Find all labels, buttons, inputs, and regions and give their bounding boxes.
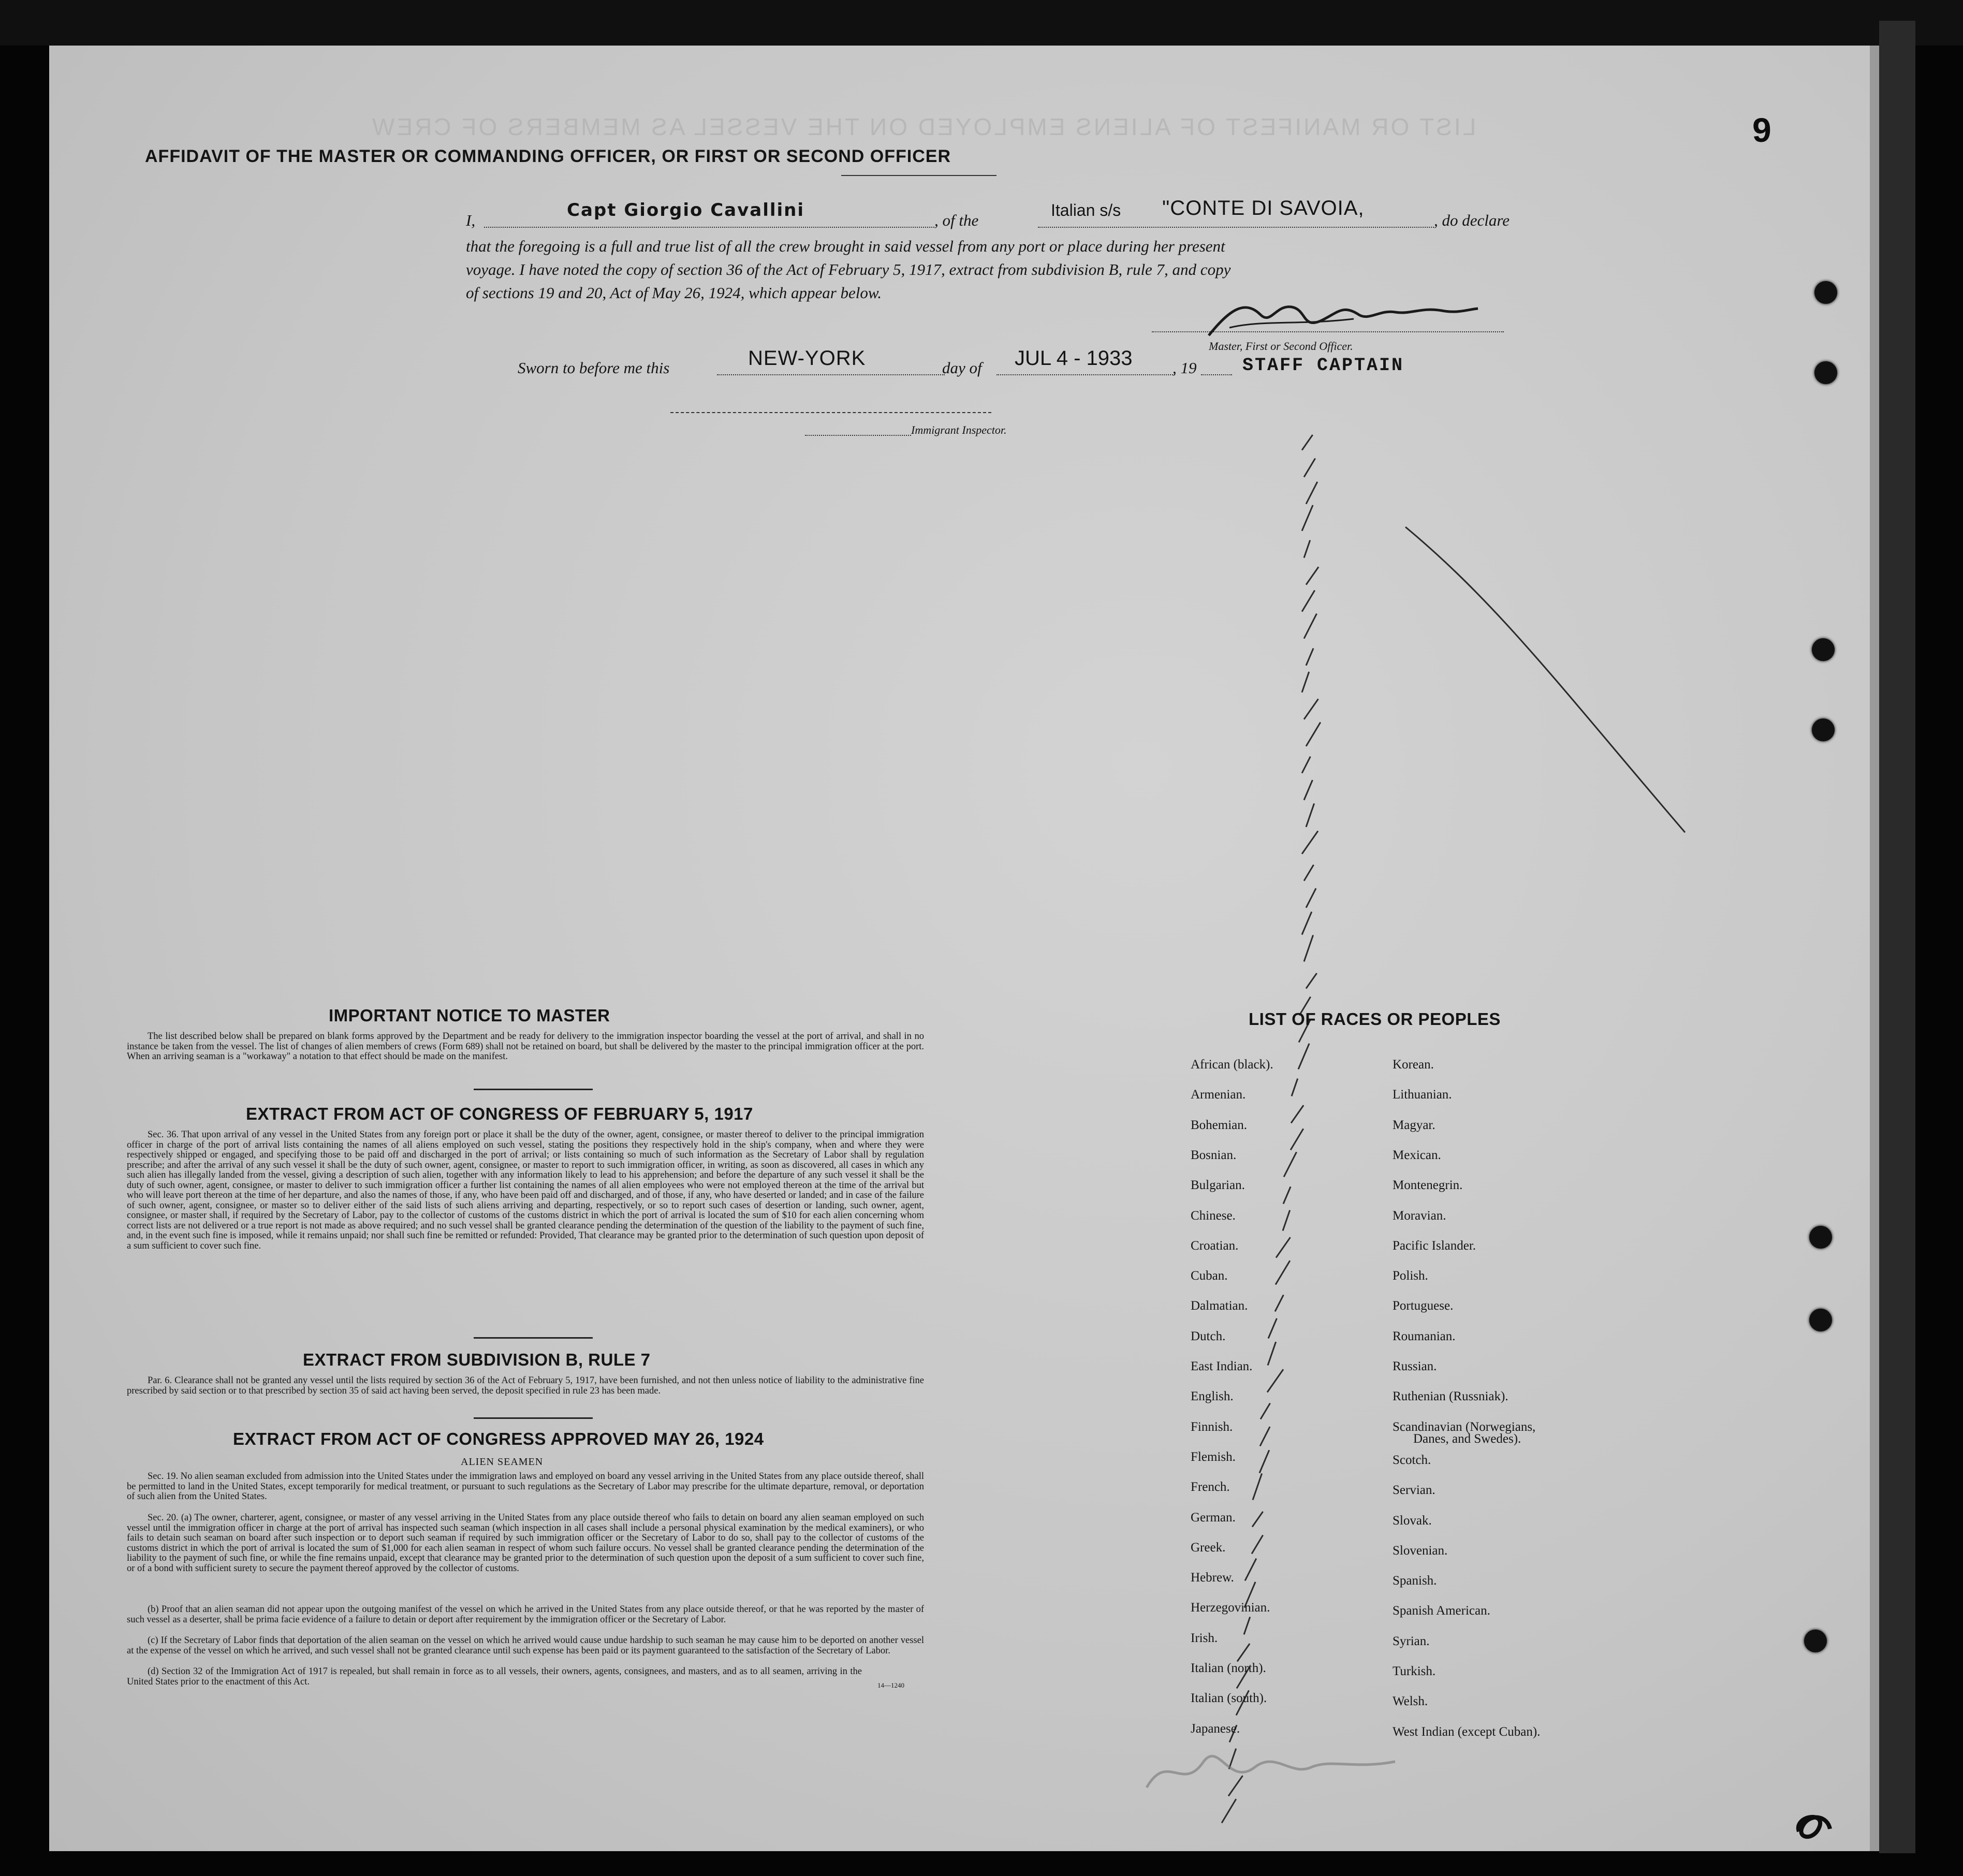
tick-mark (1298, 1043, 1310, 1069)
race-left-item: Croatian. (1191, 1238, 1239, 1253)
race-scandinavian-continued: Danes, and Swedes). (1413, 1432, 1521, 1446)
race-right-item: Slovenian. (1393, 1543, 1448, 1558)
race-left-item: Chinese. (1191, 1208, 1236, 1223)
extract-1924-subtitle: ALIEN SEAMEN (461, 1456, 544, 1468)
race-left-item: Irish. (1191, 1631, 1218, 1645)
extract-1924-sec20d: (d) Section 32 of the Immigration Act of 1917 is repealed, but shall remain in force as to all vessels, their owners, agents, consignees, and masters, and as to all seamen, arriving in the United States prior to the enactment of this Act. (127, 1666, 862, 1687)
scan-border-top (0, 0, 1963, 46)
extract-1924-sec20a: Sec. 20. (a) The owner, charterer, agent, consignee, or master of any vessel arriving in the United States from any place outside thereof who fails to detain on board any alien seaman employed on such vessel until the immigration officer in charge at the port of arrival has inspected such seaman (which inspection in all cases shall include a personal physical examination by the medical examiners), or who fails to detain such seaman on board after such inspection or to deport such seaman if required by such immigration officer or the Secretary of Labor to do so, shall pay to the collector of customs of the customs district in which the port of arrival is located the sum of $1,000 for each alien seaman in respect of whom such failure occurs. No vessel shall be granted clearance pending the determination of the liability to the payment of such fine, or while the fine remains unpaid, except that clearance may be granted prior to the determination of such question upon the deposit of a sum sufficient to cover such fine, or of a bond with sufficient surety to secure the payment thereof approved by the collector of customs. (127, 1513, 924, 1574)
tick-mark (1303, 780, 1313, 800)
inspector-caption: Immigrant Inspector. (911, 423, 1007, 436)
tick-mark (1260, 1403, 1271, 1419)
section-rule (474, 1089, 593, 1090)
tick-mark (1243, 1617, 1251, 1635)
race-right-item: Spanish American. (1393, 1604, 1490, 1618)
punch-hole (1804, 1630, 1827, 1652)
form-number: 14—1240 (877, 1681, 904, 1689)
race-left-item: Flemish. (1191, 1449, 1236, 1464)
tick-mark (1290, 1128, 1304, 1151)
race-left-item: Japanese. (1191, 1721, 1240, 1736)
inspector-signature-line (670, 412, 991, 413)
race-right-item: Syrian. (1393, 1634, 1430, 1648)
race-left-item: Cuban. (1191, 1269, 1228, 1283)
race-right-item: West Indian (except Cuban). (1393, 1724, 1541, 1739)
extract-rule7-title: EXTRACT FROM SUBDIVISION B, RULE 7 (303, 1350, 651, 1369)
race-right-item: Korean. (1393, 1058, 1434, 1072)
tick-mark (1275, 1260, 1291, 1285)
affidavit-of-the: , of the (934, 211, 979, 229)
inspector-caption-line (805, 435, 911, 436)
race-left-item: Hebrew. (1191, 1571, 1234, 1585)
tick-mark (1301, 756, 1311, 773)
tick-mark (1301, 505, 1314, 531)
year-prefix: , 19 (1173, 359, 1197, 377)
race-right-item: Welsh. (1393, 1694, 1428, 1709)
extract-1924-title: EXTRACT FROM ACT OF CONGRESS APPROVED MAY 26, 1924 (233, 1429, 764, 1448)
tick-mark (1301, 590, 1315, 612)
race-left-item: Italian (south). (1191, 1691, 1267, 1706)
race-left-item: Finnish. (1191, 1419, 1233, 1434)
race-right-item: Roumanian. (1393, 1329, 1456, 1343)
punch-hole (1809, 1226, 1832, 1249)
rank-stamp: STAFF CAPTAIN (1242, 355, 1404, 376)
affidavit-i-label: I, (466, 211, 476, 229)
tick-mark (1275, 1295, 1284, 1312)
tick-mark (1291, 1078, 1299, 1096)
tick-mark (1282, 1210, 1291, 1231)
notice-title: IMPORTANT NOTICE TO MASTER (329, 1006, 610, 1025)
title-rule (841, 175, 997, 176)
race-right-item: Ruthenian (Russniak). (1393, 1389, 1508, 1404)
race-left-item: African (black). (1191, 1058, 1273, 1072)
tick-mark (1306, 722, 1321, 746)
race-right-item: Magyar. (1393, 1118, 1435, 1132)
manifest-page (49, 46, 1879, 1851)
name-fill-line (484, 227, 934, 228)
race-left-item: Bulgarian. (1191, 1178, 1245, 1193)
race-right-item: Lithuanian. (1393, 1088, 1452, 1102)
affidavit-body-line-2: voyage. I have noted the copy of section 36 of the Act of February 5, 1917, extract from subdivision B, rule 7, and copy (466, 260, 1231, 279)
officer-name: Capt Giorgio Cavallini (567, 200, 805, 221)
tick-mark (1306, 648, 1314, 666)
extract-1917-title: EXTRACT FROM ACT OF CONGRESS OF FEBRUARY 5, 1917 (246, 1104, 753, 1123)
race-right-item: Slovak. (1393, 1513, 1432, 1528)
affidavit-body-line-1: that the foregoing is a full and true list of all the crew brought in said vessel from any port or place during her present (466, 237, 1225, 255)
races-title: LIST OF RACES OR PEOPLES (1249, 1009, 1501, 1029)
punch-hole (1814, 361, 1837, 384)
race-right-item: Mexican. (1393, 1148, 1441, 1162)
tick-mark (1303, 698, 1319, 720)
race-left-item: Herzegovinian. (1191, 1601, 1270, 1615)
diagonal-pen-stroke (1395, 522, 1706, 843)
race-right-item: Servian. (1393, 1483, 1435, 1498)
race-right-item: Spanish. (1393, 1574, 1437, 1588)
signature-caption: Master, First or Second Officer. (1209, 340, 1353, 353)
vessel-name: "CONTE DI SAVOIA, (1162, 197, 1365, 219)
tick-mark (1259, 1450, 1270, 1473)
bleed-through-text: LIST OR MANIFEST OF ALIENS EMPLOYED ON THE VESSEL AS MEMBERS OF CREW (370, 113, 1476, 140)
tick-mark (1303, 540, 1311, 558)
tick-mark (1303, 864, 1314, 881)
punch-hole (1812, 719, 1835, 741)
race-left-item: Dalmatian. (1191, 1299, 1248, 1313)
tick-mark (1237, 1643, 1251, 1662)
race-right-item: Montenegrin. (1393, 1178, 1463, 1193)
tick-mark (1306, 481, 1318, 504)
affidavit-body-line-3: of sections 19 and 20, Act of May 26, 1924, which appear below. (466, 284, 882, 302)
race-right-item: Scotch. (1393, 1453, 1431, 1467)
tick-mark (1306, 888, 1317, 908)
extract-1924-sec19: Sec. 19. No alien seaman excluded from admission into the United States under the immigration laws and employed on board any vessel arriving in the United States from any place outside thereof, shall be permitted to land in the United States, except temporarily for medical treatment, or pursuant to such regulations as the Secretary of Labor may prescribe for the ultimate departure, removal, or deportation of such alien from the United States. (127, 1471, 924, 1502)
race-left-item: English. (1191, 1389, 1234, 1404)
race-left-item: German. (1191, 1510, 1236, 1525)
tick-mark (1283, 1152, 1297, 1177)
sworn-date: JUL 4 - 1933 (1015, 347, 1133, 370)
race-left-item: Dutch. (1191, 1329, 1226, 1343)
tick-mark (1283, 1186, 1292, 1204)
tick-mark (1268, 1318, 1278, 1339)
race-right-item: Polish. (1393, 1269, 1428, 1283)
date-fill-line (997, 374, 1175, 375)
race-left-item: Italian (north). (1191, 1661, 1266, 1675)
race-left-item: French. (1191, 1480, 1230, 1494)
section-rule (474, 1417, 593, 1419)
race-left-item: East Indian. (1191, 1359, 1253, 1373)
tick-mark (1301, 830, 1319, 854)
tick-mark (1251, 1535, 1264, 1555)
tick-mark (1291, 1105, 1305, 1123)
tick-mark (1276, 1237, 1291, 1258)
vessel-prefix: Italian s/s (1051, 201, 1121, 219)
tick-mark (1252, 1473, 1263, 1500)
extract-1924-sec20c: (c) If the Secretary of Labor finds that deportation of the alien seaman on the vessel on which he arrived would cause undue hardship to such seaman he may cause him to be deported on another vessel at the expense of the vessel on which he arrived, and such vessel shall not be granted clearance until such expense has been paid or its payment guaranteed to the satisfaction of the Secretary of Labor. (127, 1635, 924, 1656)
race-right-item: Portuguese. (1393, 1299, 1454, 1313)
sworn-place: NEW-YORK (748, 347, 866, 370)
tick-mark (1306, 566, 1320, 585)
extract-1917-text: Sec. 36. That upon arrival of any vessel in the United States from any foreign port or place it shall be the duty of the owner, agent, consignee, or master thereof to deliver to the principal immigration officer in charge of the port of arrival lists containing the names of all aliens employed on such vessel, stating the positions they respectively hold in the ship's company, when and where they were respectively shipped or engaged, and specifying those to be paid off and discharged in the port of arrival; or lists containing so much of such information as the Secretary of Labor shall by regulation prescribe; and after the arrival of any such vessel it shall be the duty of such owner, agent, consignee, or master to report to such immigration officer, in writing, as soon as discovered, all cases in which any such alien has illegally landed from the vessel, giving a description of such alien, together with any information likely to lead to his apprehension; and before the departure of any such vessel it shall be the duty of such owner, agent, consignee, or master to deliver to such immigration officer a further list containing the names of all alien employees who were not employed thereon at the time of the arrival but who will leave port thereon at the time of her departure, and also the names of those, if any, who have been paid off and discharged, and of those, if any, who have deserted or landed; and in case of the failure of such owner, agent, consignee, or master so to deliver either of the said lists of such aliens arriving and departing, respectively, or so to report such cases of desertion or landing, such owner, agent, consignee, or master shall, if required by the Secretary of Labor, pay to the collector of customs of the customs district in which the port of arrival is located the sum of $10 for each alien concerning whom correct lists are not delivered or a true report is not made as above required; and no such vessel shall be granted clearance pending the determination of the question of the liability to the payment of such fine, and, in the event such fine is imposed, while it remains unpaid; nor shall such fine be remitted or refunded: Provided, That clearance may be granted prior to the determination of such question upon deposit of a sum sufficient to cover such fine. (127, 1130, 924, 1251)
notice-text: The list described below shall be prepared on blank forms approved by the Department and be ready for delivery to the immigration inspector boarding the vessel at the port of arrival, and shall in no instance be taken from the vessel. The list of changes of alien members of crews (Form 689) shall not be retained on board, but shall be delivered by the master to the principal immigration officer at the port. When an arriving seaman is a "workaway" a notation to that effect should be made on the manifest. (127, 1031, 924, 1062)
section-rule (474, 1337, 593, 1339)
punch-hole (1812, 638, 1835, 661)
race-left-item: Bohemian. (1191, 1118, 1248, 1132)
race-right-item: Russian. (1393, 1359, 1437, 1373)
tick-mark (1267, 1342, 1277, 1366)
tick-mark (1259, 1426, 1271, 1446)
punch-hole (1809, 1309, 1832, 1331)
corner-number-mark (1789, 1800, 1835, 1847)
vessel-fill-line (1038, 227, 1434, 228)
tick-mark (1301, 671, 1310, 693)
race-right-item: Moravian. (1393, 1208, 1446, 1223)
day-of-label: day of (942, 359, 982, 377)
race-right-item: Pacific Islander. (1393, 1238, 1476, 1253)
tick-mark (1303, 935, 1314, 962)
race-right-item: Turkish. (1393, 1664, 1436, 1678)
race-left-item: Greek. (1191, 1540, 1226, 1555)
tick-mark (1244, 1558, 1257, 1581)
year-fill-line (1201, 374, 1232, 375)
tick-mark (1267, 1369, 1284, 1393)
race-right-item: Scandinavian (Norwegians, (1393, 1419, 1536, 1434)
page-corner-mark: 9 (1752, 111, 1771, 149)
extract-rule7-text: Par. 6. Clearance shall not be granted any vessel until the lists required by section 36 of the Act of February 5, 1917, have been furnished, and not then unless notice of liability to the administrative fine prescribed by said section or to that prescribed by section 35 of said act having been served, the deposit specified in rule 23 has been made. (127, 1375, 924, 1396)
tick-mark (1306, 803, 1315, 827)
punch-hole (1814, 281, 1837, 304)
race-left-item: Bosnian. (1191, 1148, 1237, 1162)
extract-1924-sec20b: (b) Proof that an alien seaman did not appear upon the outgoing manifest of the vessel on which he arrived in the United States from any place outside thereof, or that he was reported by the master of such vessel as a deserter, shall be prima facie evidence of a failure to detain or deport after requirement by the immigration officer or the Secretary of Labor. (127, 1604, 924, 1625)
affidavit-do-declare: , do declare (1434, 211, 1510, 229)
tick-mark (1252, 1511, 1264, 1527)
race-left-item: Armenian. (1191, 1088, 1246, 1102)
sworn-label: Sworn to before me this (518, 359, 670, 377)
place-fill-line (717, 374, 945, 375)
tick-mark (1306, 973, 1317, 989)
affidavit-title: AFFIDAVIT OF THE MASTER OR COMMANDING OFFICER, OR FIRST OR SECOND OFFICER (145, 146, 951, 166)
tick-mark (1301, 434, 1313, 450)
tick-mark (1303, 458, 1316, 478)
tick-mark (1301, 912, 1313, 935)
faint-initials-scribble (1136, 1731, 1405, 1808)
tick-mark (1303, 613, 1317, 639)
scan-border-right (1879, 21, 1915, 1853)
